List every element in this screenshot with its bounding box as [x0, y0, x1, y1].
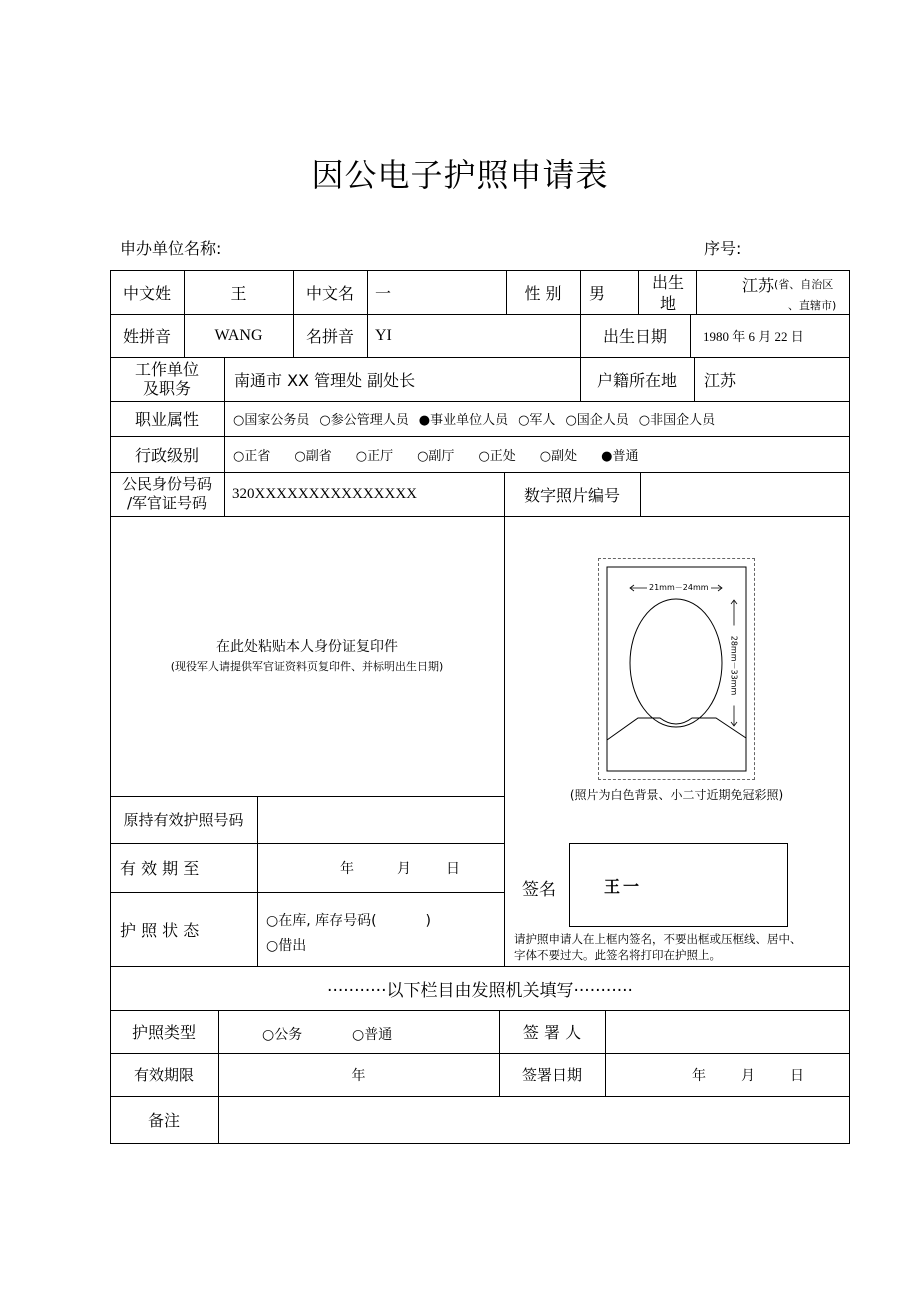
work-label-line: 工作单位 [134, 360, 199, 379]
border-right [849, 270, 850, 1143]
col-line [224, 357, 225, 516]
admin-level-option[interactable]: ○副处 [539, 448, 578, 464]
passport-status-in-stock[interactable]: ○在库, 库存号码( ) [266, 913, 431, 929]
col-line [580, 270, 581, 314]
border-bottom [110, 1143, 850, 1144]
valid-until-month[interactable]: 月 [397, 860, 411, 877]
id-copy-instruction: 在此处粘贴本人身份证复印件 [216, 639, 398, 655]
birthplace-hint: (省、自治区 [774, 278, 834, 291]
col-line [638, 270, 639, 314]
given-pinyin-value[interactable]: YI [375, 326, 392, 344]
old-passport-label: 原持有效护照号码 [123, 811, 244, 829]
gender-value[interactable]: 男 [589, 283, 606, 303]
birth-date-value[interactable]: 1980 年 6 月 22 日 [703, 329, 804, 344]
birth-date-label: 出生日期 [602, 327, 667, 346]
occupation-option[interactable]: ○军人 [518, 413, 556, 428]
validity-label: 有效期限 [133, 1066, 194, 1084]
col-line [367, 270, 368, 357]
occupation-option[interactable]: ○国家公务员 [233, 413, 310, 428]
valid-until-day[interactable]: 日 [446, 860, 460, 877]
passport-type-official[interactable]: ○公务 [262, 1026, 303, 1043]
authority-section-title: ···········以下栏目由发照机关填写··········· [327, 980, 633, 1001]
signature-label: 签名 [522, 880, 556, 900]
admin-level-option[interactable]: ○正处 [478, 448, 516, 464]
occupation-options [233, 401, 845, 436]
photo-number-label: 数字照片编号 [523, 485, 620, 505]
remark-value[interactable] [226, 1096, 841, 1143]
admin-level-label: 行政级别 [134, 445, 199, 465]
col-line [696, 270, 697, 314]
passport-status-label: 护 照 状 态 [120, 920, 200, 940]
signature-value: 王一 [604, 876, 643, 896]
sign-date-label: 签署日期 [521, 1066, 582, 1084]
birthplace-hint: 、直辖市) [788, 299, 837, 312]
admin-level-options [233, 436, 845, 472]
signer-label: 签 署 人 [522, 1023, 582, 1042]
admin-level-option[interactable]: ○副省 [294, 448, 332, 464]
passport-status-lent[interactable]: ○借出 [266, 938, 307, 954]
col-line [690, 314, 691, 357]
col-line [257, 796, 258, 966]
id-number-value[interactable]: 320XXXXXXXXXXXXXXX [232, 485, 417, 502]
surname-label: 中文姓 [122, 283, 171, 303]
signer-value[interactable] [613, 1010, 843, 1053]
hukou-label: 户籍所在地 [596, 370, 677, 390]
apply-unit-label: 申办单位名称: [120, 239, 222, 258]
admin-level-option[interactable]: ●普通 [601, 448, 639, 464]
admin-level-option[interactable]: ○正厅 [355, 448, 394, 464]
occupation-option[interactable]: ○非国企人员 [638, 413, 716, 428]
given-name-label: 中文名 [305, 283, 354, 303]
id-copy-note: (现役军人请提供军官证资料页复印件、并标明出生日期) [170, 660, 444, 673]
id-number-label [110, 475, 224, 513]
signature-note: 字体不要过大。此签名将打印在护照上。 [514, 948, 721, 962]
col-line [694, 357, 695, 401]
signature-box[interactable] [569, 843, 788, 927]
given-name-value[interactable]: 一 [375, 283, 392, 303]
work-label-line: 及职务 [142, 379, 191, 398]
passport-type-ordinary[interactable]: ○普通 [352, 1026, 393, 1043]
work-value[interactable]: 南通市 XX 管理处 副处长 [234, 370, 416, 390]
hukou-value[interactable]: 江苏 [704, 370, 737, 390]
photo-number-value[interactable] [648, 472, 848, 516]
valid-until-label: 有 效 期 至 [120, 859, 200, 878]
remark-label: 备注 [147, 1111, 180, 1130]
sign-date-month[interactable]: 月 [741, 1067, 755, 1084]
occupation-option[interactable]: ●事业单位人员 [418, 413, 509, 428]
form-title: 因公电子护照申请表 [311, 156, 609, 194]
admin-level-option[interactable]: ○副厅 [417, 448, 455, 464]
old-passport-value[interactable] [265, 796, 500, 843]
admin-level-option[interactable]: ○正省 [233, 448, 271, 464]
surname-pinyin-label: 姓拼音 [122, 327, 171, 346]
birthplace-value[interactable]: 江苏 [742, 276, 775, 295]
surname-pinyin-value[interactable]: WANG [214, 326, 263, 344]
id-number-label-line: 公民身份号码 [121, 475, 212, 493]
valid-until-year[interactable]: 年 [340, 860, 354, 877]
id-number-label-line: /军官证号码 [126, 494, 208, 512]
col-line [504, 472, 505, 966]
surname-value[interactable]: 王 [230, 283, 247, 303]
photo-width-dimension: 21mm－24mm [649, 583, 709, 592]
col-line [640, 472, 641, 516]
photo-caption: (照片为白色背景、小二寸近期免冠彩照) [569, 788, 784, 802]
occupation-option[interactable]: ○国企人员 [565, 413, 629, 428]
occupation-label: 职业属性 [134, 410, 199, 429]
sign-date-day[interactable]: 日 [790, 1067, 804, 1084]
work-label [110, 360, 224, 398]
photo-height-dimension: 28mm－33mm [729, 626, 740, 706]
birthplace-label: 出生地 [651, 273, 684, 313]
serial-label: 序号: [704, 239, 742, 258]
sign-date-year[interactable]: 年 [692, 1067, 706, 1084]
gender-label: 性 别 [524, 283, 562, 303]
occupation-option[interactable]: ○参公管理人员 [319, 413, 409, 428]
validity-value[interactable]: 年 [351, 1067, 366, 1084]
signature-note: 请护照申请人在上框内签名，不要出框或压框线、居中、 [514, 932, 802, 946]
row-line [110, 516, 850, 517]
given-pinyin-label: 名拼音 [305, 327, 354, 346]
col-line [605, 1010, 606, 1096]
passport-type-label: 护照类型 [131, 1023, 196, 1042]
